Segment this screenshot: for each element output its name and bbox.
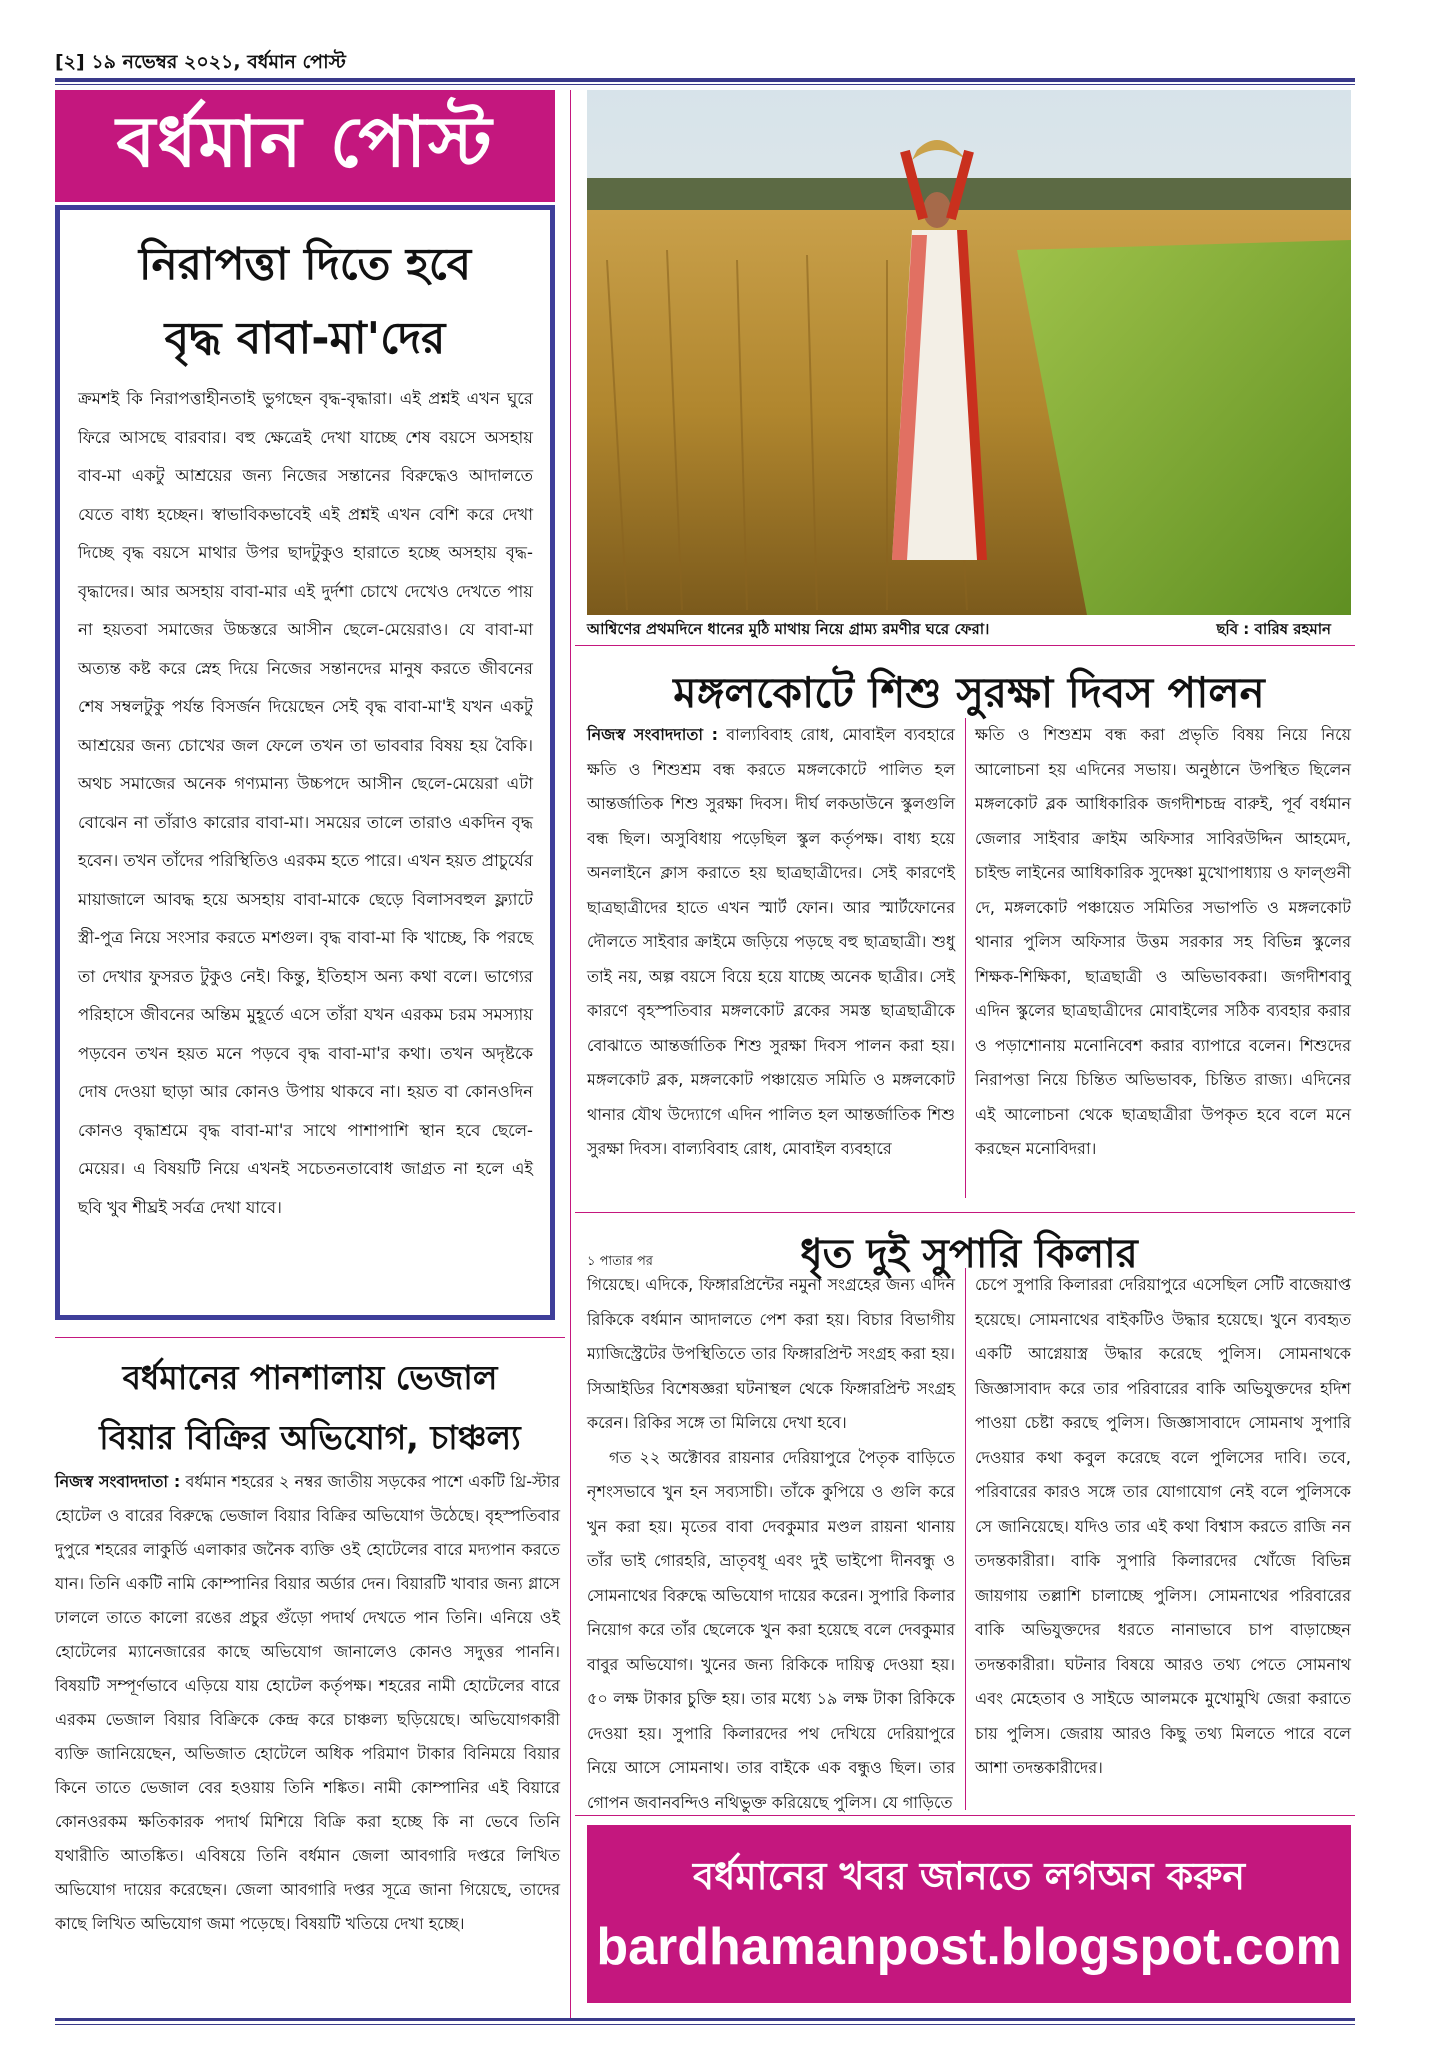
separator-photo: [575, 645, 1355, 646]
bottom-rule: [55, 2018, 1355, 2021]
top-rule: [55, 78, 1355, 82]
photo-credit: ছবি : বারিষ রহমান: [1216, 620, 1331, 638]
separator-mangal: [575, 1212, 1355, 1213]
editorial-box: [55, 205, 555, 1320]
mangalkot-col2: ক্ষতি ও শিশুশ্রম বন্ধ করা প্রভৃতি বিষয় নিয়ে নিয়ে আলোচনা হয় এদিনের সভায়। অনুষ্ঠানে উপস্থিত ছিলেন মঙ্গলকোট ব্লক আধিকারিক জগদীশচন্দ্র বারুই, পূর্ব বর্ধমান জেলার সাইবার ক্রাইম অফিসার সাবিরউদ্দিন আহমেদ, চাইল্ড লাইনের আধিকারিক সুদেষ্ণা মুখোপাধ্যায় ও ফাল্গুনী দে, মঙ্গলকোট পঞ্চায়েত সমিতির সভাপতি ও মঙ্গলকোট থানার পুলিস অফিসার উত্তম সরকার সহ বিভিন্ন স্কুলের শিক্ষক-শিক্ষিকা, ছাত্রছাত্রী ও অভিভাবকরা। জগদীশবাবু এদিন স্কুলের ছাত্রছাত্রীদের মোবাইলের সঠিক ব্যবহার করার ও পড়াশোনায় মনোনিবেশ করার ব্যাপারে বলেন। শিশুদের নিরাপত্তা নিয়ে চিন্তিত অভিভাবক, চিন্তিত রাজ্য। এদিনের এই আলোচনা থেকে ছাত্রছাত্রীরা উপকৃত হবে বলে মনে করছেন মনোবিদরা।: [975, 725, 1351, 1158]
ad-line1: বর্ধমানের খবর জানতে লগঅন করুন: [692, 1854, 1246, 1898]
masthead-title: বর্ধমান পোস্ট: [116, 100, 494, 183]
mangalkot-col1-text: বাল্যবিবাহ রোধ, মোবাইল ব্যবহারে ক্ষতি ও শিশুশ্রম বন্ধ করতে মঙ্গলকোটে পালিত হল আন্তর্জাতিক শিশু সুরক্ষা দিবস। দীর্ঘ লকডাউনে স্কুলগুলি বন্ধ ছিল। অসুবিধায় পড়েছিল স্কুল কর্তৃপক্ষ। বাধ্য হয়ে অনলাইনে ক্লাস করাতে হয় ছাত্রছাত্রীদের। সেই কারণেই ছাত্রছাত্রীদের হাতে এখন স্মার্ট ফোন। আর স্মার্টফোনের দৌলতে সাইবার ক্রাইমে জড়িয়ে পড়ছে বহু ছাত্রছাত্রী। শুধু তাই নয়, অল্প বয়সে বিয়ে হয়ে যাচ্ছে অনেক ছাত্রীর। সেই কারণে বৃহস্পতিবার মঙ্গলকোট ব্লকের সমস্ত ছাত্রছাত্রীকে বোঝাতে আন্তর্জাতিক শিশু সুরক্ষা দিবস পালন করা হয়। মঙ্গলকোট ব্লক, মঙ্গলকোট পঞ্চায়েত সমিতি ও মঙ্গলকোট থানার যৌথ উদ্যোগে এদিন পালিত হল আন্তর্জাতিক শিশু সুরক্ষা দিবস। বাল্যবিবাহ রোধ, মোবাইল ব্যবহারে: [587, 725, 955, 1158]
mangalkot-headline: মঙ্গলকোটে শিশু সুরক্ষা দিবস পালন: [673, 668, 1265, 717]
continued-note: ১ পাতার পর: [587, 1254, 653, 1269]
bar-headline-line2: বিয়ার বিক্রির অভিযোগ, চাঞ্চল্য: [99, 1418, 521, 1457]
masthead: [55, 90, 555, 202]
bar-byline: নিজস্ব সংবাদদাতা :: [55, 1472, 181, 1491]
column-separator: [570, 90, 571, 2020]
editorial-title: [60, 228, 550, 376]
bar-body-text: বর্ধমান শহরের ২ নম্বর জাতীয় সড়কের পাশে একটি থ্রি-স্টার হোটেল ও বারের বিরুদ্ধে ভেজাল বিয়ার বিক্রির অভিযোগ উঠেছে। বৃহস্পতিবার দুপুরে শহরের লাকুর্ডি এলাকার জনৈক ব্যক্তি ওই হোটেলের বারে মদ্যপান করতে যান। তিনি একটি নামি কোম্পানির বিয়ার অর্ডার দেন। বিয়ারটি খাবার জন্য গ্লাসে ঢাললে তাতে কালো রঙের প্রচুর গুঁড়ো পদার্থ দেখতে পান তিনি। এনিয়ে ওই হোটেলের ম্যানেজারের কাছে অভিযোগ জানালেও কোনও সদুত্তর পাননি। বিষয়টি সম্পূর্ণভাবে এড়িয়ে যায় হোটেল কর্তৃপক্ষ। শহরের নামী হোটেলের বারে এরকম ভেজাল বিয়ার বিক্রিকে কেন্দ্র করে চাঞ্চল্য ছড়িয়েছে। অভিযোগকারী ব্যক্তি জানিয়েছেন, অভিজাত হোটেলে অধিক পরিমাণ টাকার বিনিময়ে বিয়ার কিনে তাতে ভেজাল বের হওয়ায় তিনি শঙ্কিত। নামী কোম্পানির এই বিয়ারে কোনওরকম ক্ষতিকারক পদার্থ মিশিয়ে বিক্রি করা হচ্ছে কি না ভেবে তিনি যথারীতি আতঙ্কিত। এবিষয়ে তিনি বর্ধমান জেলা আবগারি দপ্তরে লিখিত অভিযোগ দায়ের করেছেন। জেলা আবগারি দপ্তর সূত্রে জানা গিয়েছে, তাদের কাছে লিখিত অভিযোগ জমা পড়েছে। বিষয়টি খতিয়ে দেখা হচ্ছে।: [55, 1472, 560, 1933]
editorial-body: ক্রমশই কি নিরাপত্তাহীনতাই ভুগছেন বৃদ্ধ-বৃদ্ধারা। এই প্রশ্নই এখন ঘুরে ফিরে আসছে বারবার। বহু ক্ষেত্রেই দেখা যাচ্ছে শেষ বয়সে অসহায় বাব-মা একটু আশ্রয়ের জন্য নিজের সন্তানের বিরুদ্ধেও আদালতে যেতে বাধ্য হচ্ছেন। স্বাভাবিকভাবেই এই প্রশ্নই এখন বেশি করে দেখা দিচ্ছে বৃদ্ধ বয়সে মাথার উপর ছাদটুকুও হারাতে হচ্ছে অসহায় বৃদ্ধ-বৃদ্ধাদের। আর অসহায় বাবা-মার এই দুর্দশা চোখে দেখেও দেখতে পায় না হয়তবা সমাজের উচ্চস্তরে আসীন ছেলে-মেয়েরাও। যে বাবা-মা অত্যন্ত কষ্ট করে স্নেহ দিয়ে নিজের সন্তানদের মানুষ করতে জীবনের শেষ সম্বলটুকু পর্যন্ত বিসর্জন দিয়েছেন সেই বৃদ্ধ বাবা-মা'ই যখন একটু আশ্রয়ের জন্য চোখের জল ফেলে তখন তা ভাববার বিষয় হয় বৈকি। অথচ সমাজের অনেক গণ্যমান্য উচ্চপদে আসীন ছেলে-মেয়েরা এটা বোঝেন না তাঁরাও কারোর বাবা-মা। সময়ের তালে তারাও একদিন বৃদ্ধ হবেন। তখন তাঁদের পরিস্থিতিও এরকম হতে পারে। এখন হয়ত প্রাচুর্যের মায়াজালে আবদ্ধ হয়ে অসহায় বাবা-মাকে ছেড়ে বিলাসবহুল ফ্ল্যাটে স্ত্রী-পুত্র নিয়ে সংসার করতে মশগুল। বৃদ্ধ বাবা-মা কি খাচ্ছে, কি পরছে তা দেখার ফুসরত টুকুও নেই। কিন্তু, ইতিহাস অন্য কথা বলে। ভাগ্যের পরিহাসে জীবনের অন্তিম মুহূর্তে এসে তাঁরা যখন এরকম চরম সমস্যায় পড়বেন তখন হয়ত মনে পড়বে বৃদ্ধ বাবা-মা'র কথা। তখন অদৃষ্টকে দোষ দেওয়া ছাড়া আর কোনও উপায় থাকবে না। হয়ত বা কোনওদিন কোনও বৃদ্ধাশ্রমে বৃদ্ধ বাবা-মা'র সাথে পাশাপাশি স্থান হবে ছেলে-মেয়ের। এ বিষয়টি নিয়ে এখনই সচেতনতাবোধ জাগ্রত না হলে এই ছবি খুব শীঘ্রই সর্বত্র দেখা যাবে।: [78, 389, 533, 1217]
page-header: [২] ১৯ নভেম্বর ২০২১, বর্ধমান পোস্ট: [55, 51, 346, 73]
bar-headline-line1: বর্ধমানের পানশালায় ভেজাল: [122, 1358, 498, 1397]
caption-text: আশ্বিণের প্রথমদিনে ধানের মুঠি মাথায় নিয়ে গ্রাম্য রমণীর ঘরে ফেরা।: [587, 620, 990, 638]
blog-advertisement[interactable]: [587, 1825, 1351, 2003]
separator-supari-cols: [965, 1268, 966, 1810]
paddy-field-photo: [587, 90, 1351, 615]
supari-col1-para2: গত ২২ অক্টোবর রায়নার দেরিয়াপুরে পৈতৃক বাড়িতে নৃশংসভাবে খুন হন সব্যসাচী। তাঁকে কুপিয়ে ও গুলি করে খুন করা হয়। মৃতের বাবা দেবকুমার মণ্ডল রায়না থানায় তাঁর ভাই গোরহরি, ভ্রাতৃবধূ এবং দুই ভাইপো দীনবন্ধু ও সোমনাথের বিরুদ্ধে অভিযোগ দায়ের করেন। সুপারি কিলার নিয়োগ করে তাঁর ছেলেকে খুন করা হয়েছে বলে দেবকুমার বাবুর অভিযোগ। খুনের জন্য রিকিকে দায়িত্ব দেওয়া হয়। ৫০ লক্ষ টাকার চুক্তি হয়। তার মধ্যে ১৯ লক্ষ টাকা রিকিকে দেওয়া হয়। সুপারি কিলারদের পথ দেখিয়ে দেরিয়াপুরে নিয়ে আসে সোমনাথ। তার বাইকে এক বন্ধুও ছিল। তার গোপন জবানবন্দিও নথিভুক্ত করিয়েছে পুলিস। যে গাড়িতে: [587, 1447, 955, 1812]
supari-col1: [587, 1268, 955, 1820]
mangalkot-col1: [587, 718, 955, 1167]
editorial-title-line1: নিরাপত্তা দিতে হবে: [138, 239, 472, 290]
separator-editorial: [55, 1337, 565, 1338]
supari-col1-para1: গিয়েছে। এদিকে, ফিঙ্গারপ্রিন্টের নমুনা সংগ্রহের জন্য এদিন রিকিকে বর্ধমান আদালতে পেশ করা হয়। বিচার বিভাগীয় ম্যাজিস্ট্রেটের উপস্থিতিতে তার ফিঙ্গারপ্রিন্ট সংগ্রহ করা হয়। সিআইডির বিশেষজ্ঞরা ঘটনাস্থল থেকে ফিঙ্গারপ্রিন্ট সংগ্রহ করেন। রিকির সঙ্গে তা মিলিয়ে দেখা হবে।: [587, 1275, 955, 1432]
bar-article-body: [55, 1465, 560, 1941]
supari-headline: ধৃত দুই সুপারি কিলার: [800, 1231, 1138, 1277]
featured-photo: [587, 90, 1351, 615]
bottom-rule-thin: [55, 2024, 1355, 2025]
supari-col2: চেপে সুপারি কিলাররা দেরিয়াপুরে এসেছিল সেটি বাজেয়াপ্ত হয়েছে। সোমনাথের বাইকটিও উদ্ধার হয়েছে। খুনে ব্যবহৃত একটি আগ্নেয়াস্ত্র উদ্ধার করেছে পুলিস। সোমনাথকে জিজ্ঞাসাবাদ করে তার পরিবারের বাকি অভিযুক্তদের হদিশ পাওয়া চেষ্টা করছে পুলিস। জিজ্ঞাসাবাদে সোমনাথ সুপারি দেওয়ার কথা কবুল করেছে বলে পুলিসের দাবি। তবে, পরিবারের কারও সঙ্গে তার যোগাযোগ নেই বলে পুলিসকে সে জানিয়েছে। যদিও তার এই কথা বিশ্বাস করতে রাজি নন তদন্তকারীরা। বাকি সুপারি কিলারদের খোঁজে বিভিন্ন জায়গায় তল্লাশি চালাচ্ছে পুলিস। সোমনাথের পরিবারের বাকি অভিযুক্তদের ধরতে নানাভাবে চাপ বাড়াচ্ছেন তদন্তকারীরা। ঘটনার বিষয়ে আরও তথ্য পেতে সোমনাথ এবং মেহেতাব ও সাইডে আলমকে মুখোমুখি জেরা করাতে চায় পুলিস। জেরায় আরও কিছু তথ্য মিলতে পারে বলে আশা তদন্তকারীদের।: [975, 1275, 1351, 1777]
ad-url-link[interactable]: bardhamanpost.blogspot.com: [596, 1918, 1342, 1976]
editorial-title-line2: বৃদ্ধ বাবা-মা'দের: [164, 313, 446, 364]
mangalkot-byline: নিজস্ব সংবাদদাতা :: [587, 725, 719, 744]
top-rule-thin: [55, 84, 1355, 85]
photo-caption: [587, 618, 1351, 643]
separator-mangal-cols: [965, 718, 966, 1198]
